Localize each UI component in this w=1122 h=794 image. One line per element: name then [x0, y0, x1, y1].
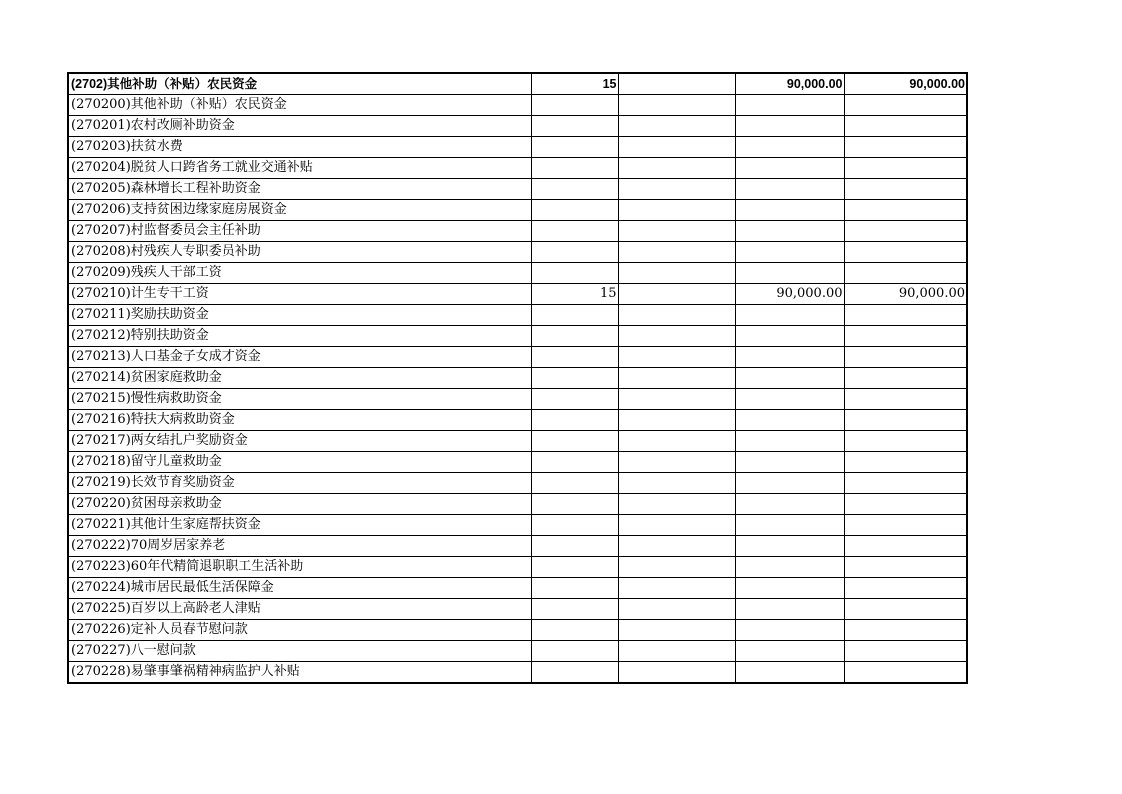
row-col3-cell	[618, 95, 735, 116]
row-name-cell: (270211)奖励扶助资金	[68, 305, 531, 326]
row-count-cell	[531, 641, 618, 662]
row-amount2-cell	[844, 305, 967, 326]
row-name-cell: (270216)特扶大病救助资金	[68, 410, 531, 431]
row-col3-cell	[618, 200, 735, 221]
row-count-cell	[531, 347, 618, 368]
row-count-cell	[531, 242, 618, 263]
row-amount2-cell	[844, 368, 967, 389]
row-col3-cell	[618, 620, 735, 641]
table-row	[68, 95, 967, 116]
row-name-cell: (270222)70周岁居家养老	[68, 536, 531, 557]
category-col3-cell	[618, 73, 735, 95]
row-col3-cell	[618, 662, 735, 684]
row-amount1-cell	[735, 263, 844, 284]
row-amount2-cell	[844, 494, 967, 515]
table-row	[68, 200, 967, 221]
row-amount2-cell	[844, 410, 967, 431]
row-name-cell: (270219)长效节育奖励资金	[68, 473, 531, 494]
row-count-cell	[531, 326, 618, 347]
category-count-cell: 15	[531, 73, 618, 95]
row-col3-cell	[618, 452, 735, 473]
row-count-cell	[531, 578, 618, 599]
table-row	[68, 242, 967, 263]
row-count-cell: 15	[531, 284, 618, 305]
table-row	[68, 158, 967, 179]
table-row	[68, 431, 967, 452]
row-count-cell	[531, 536, 618, 557]
row-amount2-cell	[844, 536, 967, 557]
row-amount2-cell	[844, 158, 967, 179]
row-amount2-cell	[844, 431, 967, 452]
row-name-cell: (270204)脱贫人口跨省务工就业交通补贴	[68, 158, 531, 179]
row-name-cell: (270203)扶贫水费	[68, 137, 531, 158]
row-amount1-cell	[735, 137, 844, 158]
row-amount2-cell	[844, 95, 967, 116]
row-col3-cell	[618, 389, 735, 410]
row-col3-cell	[618, 263, 735, 284]
row-amount2-cell	[844, 557, 967, 578]
row-amount1-cell	[735, 95, 844, 116]
row-amount1-cell	[735, 578, 844, 599]
row-amount1-cell	[735, 326, 844, 347]
table-row	[68, 263, 967, 284]
row-amount1-cell: 90,000.00	[735, 284, 844, 305]
category-name-cell: (2702)其他补助（补贴）农民资金	[68, 73, 531, 95]
row-amount1-cell	[735, 410, 844, 431]
row-name-cell: (270217)两女结扎户奖励资金	[68, 431, 531, 452]
row-amount1-cell	[735, 662, 844, 684]
row-name-cell: (270208)村残疾人专职委员补助	[68, 242, 531, 263]
row-amount1-cell	[735, 536, 844, 557]
row-count-cell	[531, 263, 618, 284]
row-amount1-cell	[735, 179, 844, 200]
category-amount1-cell: 90,000.00	[735, 73, 844, 95]
row-col3-cell	[618, 473, 735, 494]
row-amount2-cell	[844, 116, 967, 137]
row-count-cell	[531, 179, 618, 200]
row-amount2-cell	[844, 200, 967, 221]
row-col3-cell	[618, 221, 735, 242]
row-amount2-cell	[844, 641, 967, 662]
row-name-cell: (270227)八一慰问款	[68, 641, 531, 662]
row-count-cell	[531, 515, 618, 536]
table-row	[68, 137, 967, 158]
row-amount1-cell	[735, 494, 844, 515]
row-amount2-cell	[844, 137, 967, 158]
row-amount2-cell	[844, 578, 967, 599]
table-row	[68, 326, 967, 347]
category-amount2-cell: 90,000.00	[844, 73, 967, 95]
row-name-cell: (270228)易肇事肇祸精神病监护人补贴	[68, 662, 531, 684]
row-col3-cell	[618, 326, 735, 347]
row-amount2-cell	[844, 389, 967, 410]
table-row	[68, 557, 967, 578]
row-amount1-cell	[735, 515, 844, 536]
table-row	[68, 515, 967, 536]
row-name-cell: (270213)人口基金子女成才资金	[68, 347, 531, 368]
row-count-cell	[531, 221, 618, 242]
table-row	[68, 662, 967, 684]
category-header-row	[68, 73, 967, 95]
row-amount1-cell	[735, 368, 844, 389]
row-col3-cell	[618, 557, 735, 578]
row-count-cell	[531, 116, 618, 137]
table-row	[68, 389, 967, 410]
row-name-cell: (270215)慢性病救助资金	[68, 389, 531, 410]
row-amount1-cell	[735, 200, 844, 221]
row-name-cell: (270212)特别扶助资金	[68, 326, 531, 347]
budget-table	[67, 72, 968, 684]
table-row	[68, 284, 967, 305]
row-name-cell: (270223)60年代精简退职职工生活补助	[68, 557, 531, 578]
row-name-cell: (270210)计生专干工资	[68, 284, 531, 305]
row-count-cell	[531, 137, 618, 158]
table-row	[68, 305, 967, 326]
row-name-cell: (270200)其他补助（补贴）农民资金	[68, 95, 531, 116]
table-row	[68, 179, 967, 200]
row-col3-cell	[618, 536, 735, 557]
row-col3-cell	[618, 116, 735, 137]
row-amount1-cell	[735, 347, 844, 368]
row-amount1-cell	[735, 221, 844, 242]
table-row	[68, 620, 967, 641]
row-col3-cell	[618, 494, 735, 515]
row-amount1-cell	[735, 158, 844, 179]
row-amount1-cell	[735, 620, 844, 641]
table-body	[68, 73, 967, 683]
row-col3-cell	[618, 515, 735, 536]
row-count-cell	[531, 410, 618, 431]
row-amount1-cell	[735, 389, 844, 410]
row-amount2-cell	[844, 452, 967, 473]
table-row	[68, 599, 967, 620]
row-name-cell: (270220)贫困母亲救助金	[68, 494, 531, 515]
table-row	[68, 641, 967, 662]
table-row	[68, 578, 967, 599]
row-name-cell: (270225)百岁以上高龄老人津贴	[68, 599, 531, 620]
row-col3-cell	[618, 410, 735, 431]
row-amount2-cell: 90,000.00	[844, 284, 967, 305]
row-amount1-cell	[735, 452, 844, 473]
row-count-cell	[531, 305, 618, 326]
row-amount2-cell	[844, 347, 967, 368]
row-col3-cell	[618, 179, 735, 200]
table-row	[68, 473, 967, 494]
row-col3-cell	[618, 599, 735, 620]
row-amount2-cell	[844, 473, 967, 494]
row-count-cell	[531, 95, 618, 116]
table-row	[68, 410, 967, 431]
row-count-cell	[531, 158, 618, 179]
row-amount2-cell	[844, 662, 967, 684]
row-col3-cell	[618, 578, 735, 599]
row-amount2-cell	[844, 326, 967, 347]
row-amount2-cell	[844, 620, 967, 641]
table-row	[68, 116, 967, 137]
row-amount1-cell	[735, 116, 844, 137]
row-amount1-cell	[735, 641, 844, 662]
row-amount1-cell	[735, 242, 844, 263]
row-name-cell: (270209)残疾人干部工资	[68, 263, 531, 284]
row-amount2-cell	[844, 515, 967, 536]
row-amount2-cell	[844, 599, 967, 620]
row-count-cell	[531, 662, 618, 684]
row-name-cell: (270201)农村改厕补助资金	[68, 116, 531, 137]
row-name-cell: (270206)支持贫困边缘家庭房展资金	[68, 200, 531, 221]
row-amount2-cell	[844, 179, 967, 200]
table-row	[68, 347, 967, 368]
row-col3-cell	[618, 347, 735, 368]
row-name-cell: (270221)其他计生家庭帮扶资金	[68, 515, 531, 536]
row-name-cell: (270205)森林增长工程补助资金	[68, 179, 531, 200]
row-count-cell	[531, 620, 618, 641]
row-name-cell: (270214)贫困家庭救助金	[68, 368, 531, 389]
row-col3-cell	[618, 641, 735, 662]
row-amount2-cell	[844, 263, 967, 284]
row-count-cell	[531, 452, 618, 473]
table-row	[68, 536, 967, 557]
row-amount1-cell	[735, 599, 844, 620]
row-amount2-cell	[844, 242, 967, 263]
row-count-cell	[531, 494, 618, 515]
row-count-cell	[531, 431, 618, 452]
row-col3-cell	[618, 305, 735, 326]
table-row	[68, 452, 967, 473]
table-row	[68, 368, 967, 389]
row-name-cell: (270218)留守儿童救助金	[68, 452, 531, 473]
row-amount1-cell	[735, 557, 844, 578]
row-amount2-cell	[844, 221, 967, 242]
row-count-cell	[531, 389, 618, 410]
row-amount1-cell	[735, 431, 844, 452]
row-col3-cell	[618, 368, 735, 389]
row-name-cell: (270207)村监督委员会主任补助	[68, 221, 531, 242]
row-col3-cell	[618, 431, 735, 452]
row-count-cell	[531, 200, 618, 221]
row-count-cell	[531, 599, 618, 620]
row-name-cell: (270224)城市居民最低生活保障金	[68, 578, 531, 599]
row-count-cell	[531, 557, 618, 578]
table-row	[68, 221, 967, 242]
row-amount1-cell	[735, 473, 844, 494]
row-amount1-cell	[735, 305, 844, 326]
row-count-cell	[531, 473, 618, 494]
row-name-cell: (270226)定补人员春节慰问款	[68, 620, 531, 641]
table-row	[68, 494, 967, 515]
row-col3-cell	[618, 284, 735, 305]
row-col3-cell	[618, 242, 735, 263]
row-col3-cell	[618, 137, 735, 158]
row-count-cell	[531, 368, 618, 389]
row-col3-cell	[618, 158, 735, 179]
